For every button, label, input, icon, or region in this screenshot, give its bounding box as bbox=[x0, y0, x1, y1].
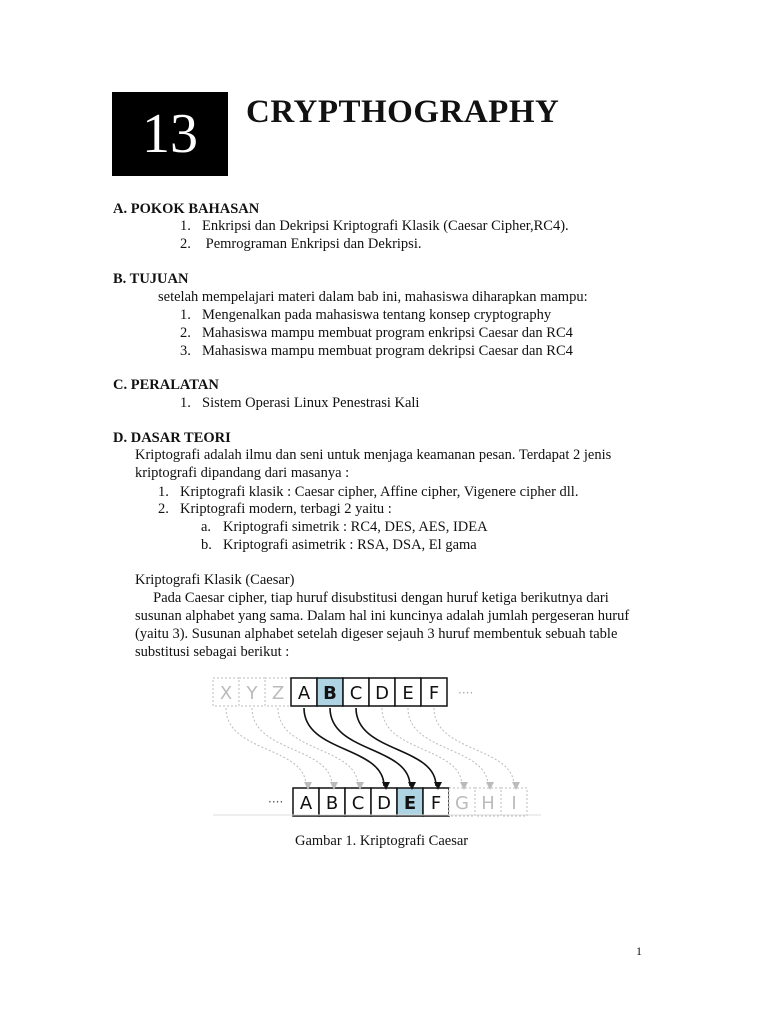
shift-arrow bbox=[330, 708, 410, 786]
paragraph-line: susunan alphabet yang sama. Dalam hal ini kuncinya adalah jumlah pergeseran huruf bbox=[135, 608, 630, 624]
paragraph-line: substitusi sebagai berikut : bbox=[135, 644, 290, 660]
section-d-intro-line: Kriptografi adalah ilmu dan seni untuk menjaga keamanan pesan. Terdapat 2 jenis bbox=[135, 447, 612, 463]
faded-letter: G bbox=[455, 793, 469, 814]
faded-letter: H bbox=[481, 793, 495, 814]
list-item: 1. Sistem Operasi Linux Penestrasi Kali bbox=[180, 395, 420, 411]
shift-arrow bbox=[434, 708, 514, 786]
shift-arrow bbox=[356, 708, 436, 786]
faded-letter: X bbox=[219, 683, 233, 704]
shift-arrow bbox=[408, 708, 488, 786]
list-item: 3. Mahasiswa mampu membuat program dekripsi Caesar dan RC4 bbox=[180, 343, 573, 359]
list-item: 2. Kriptografi modern, terbagi 2 yaitu : bbox=[158, 501, 392, 517]
top-letter: B bbox=[323, 683, 337, 704]
top-letter: D bbox=[375, 683, 389, 704]
ellipsis-left: ···· bbox=[268, 795, 284, 809]
list-item: 1. Kriptografi klasik : Caesar cipher, Affine cipher, Vigenere cipher dll. bbox=[158, 484, 579, 500]
bottom-letter: E bbox=[403, 793, 417, 814]
faded-letter: Z bbox=[271, 683, 285, 704]
shift-arrow bbox=[382, 708, 462, 786]
bottom-letter: C bbox=[351, 793, 365, 814]
list-subitem: b. Kriptografi asimetrik : RSA, DSA, El gama bbox=[201, 537, 477, 553]
section-b-heading: B. TUJUAN bbox=[113, 271, 189, 287]
shift-arrow bbox=[304, 708, 384, 786]
bottom-letter: F bbox=[430, 793, 442, 814]
bottom-letter: A bbox=[299, 793, 313, 814]
list-subitem: a. Kriptografi simetrik : RC4, DES, AES, IDEA bbox=[201, 519, 488, 535]
top-letter: C bbox=[349, 683, 363, 704]
chapter-number: 13 bbox=[142, 103, 198, 165]
shift-arrow bbox=[252, 708, 332, 786]
bottom-letter: B bbox=[325, 793, 339, 814]
paragraph-line: Pada Caesar cipher, tiap huruf disubstitusi dengan huruf ketiga berikutnya dari bbox=[135, 590, 609, 606]
section-c-heading: C. PERALATAN bbox=[113, 377, 219, 393]
top-alphabet-row bbox=[213, 678, 447, 706]
paragraph-line: (yaitu 3). Susunan alphabet setelah digeser sejauh 3 huruf membentuk sebuah table bbox=[135, 626, 618, 642]
top-letter: F bbox=[428, 683, 440, 704]
ellipsis-right: ···· bbox=[458, 686, 474, 700]
bottom-letter: D bbox=[377, 793, 391, 814]
section-d-intro-line: kriptografi dipandang dari masanya : bbox=[135, 465, 350, 481]
page-number: 1 bbox=[636, 944, 642, 958]
bottom-alphabet-row bbox=[293, 788, 527, 816]
shift-arrow bbox=[278, 708, 358, 786]
section-a-heading: A. POKOK BAHASAN bbox=[113, 201, 260, 217]
figure-caption: Gambar 1. Kriptografi Caesar bbox=[295, 833, 469, 849]
list-item: 1. Mengenalkan pada mahasiswa tentang konsep cryptography bbox=[180, 307, 552, 323]
section-d-heading: D. DASAR TEORI bbox=[113, 430, 231, 446]
faded-letter: Y bbox=[246, 683, 258, 704]
section-b-intro: setelah mempelajari materi dalam bab ini, mahasiswa diharapkan mampu: bbox=[158, 289, 588, 305]
list-item: 1. Enkripsi dan Dekripsi Kriptografi Klasik (Caesar Cipher,RC4). bbox=[180, 218, 569, 234]
top-letter: E bbox=[402, 683, 414, 704]
shift-arrows bbox=[226, 708, 514, 786]
top-letter: A bbox=[297, 683, 311, 704]
subsection-title: Kriptografi Klasik (Caesar) bbox=[135, 572, 295, 588]
list-item: 2. Pemrograman Enkripsi dan Dekripsi. bbox=[180, 236, 422, 252]
faded-letter: I bbox=[511, 793, 517, 814]
chapter-title: CRYPTHOGRAPHY bbox=[246, 94, 560, 130]
shift-arrow bbox=[226, 708, 306, 786]
list-item: 2. Mahasiswa mampu membuat program enkripsi Caesar dan RC4 bbox=[180, 325, 573, 341]
